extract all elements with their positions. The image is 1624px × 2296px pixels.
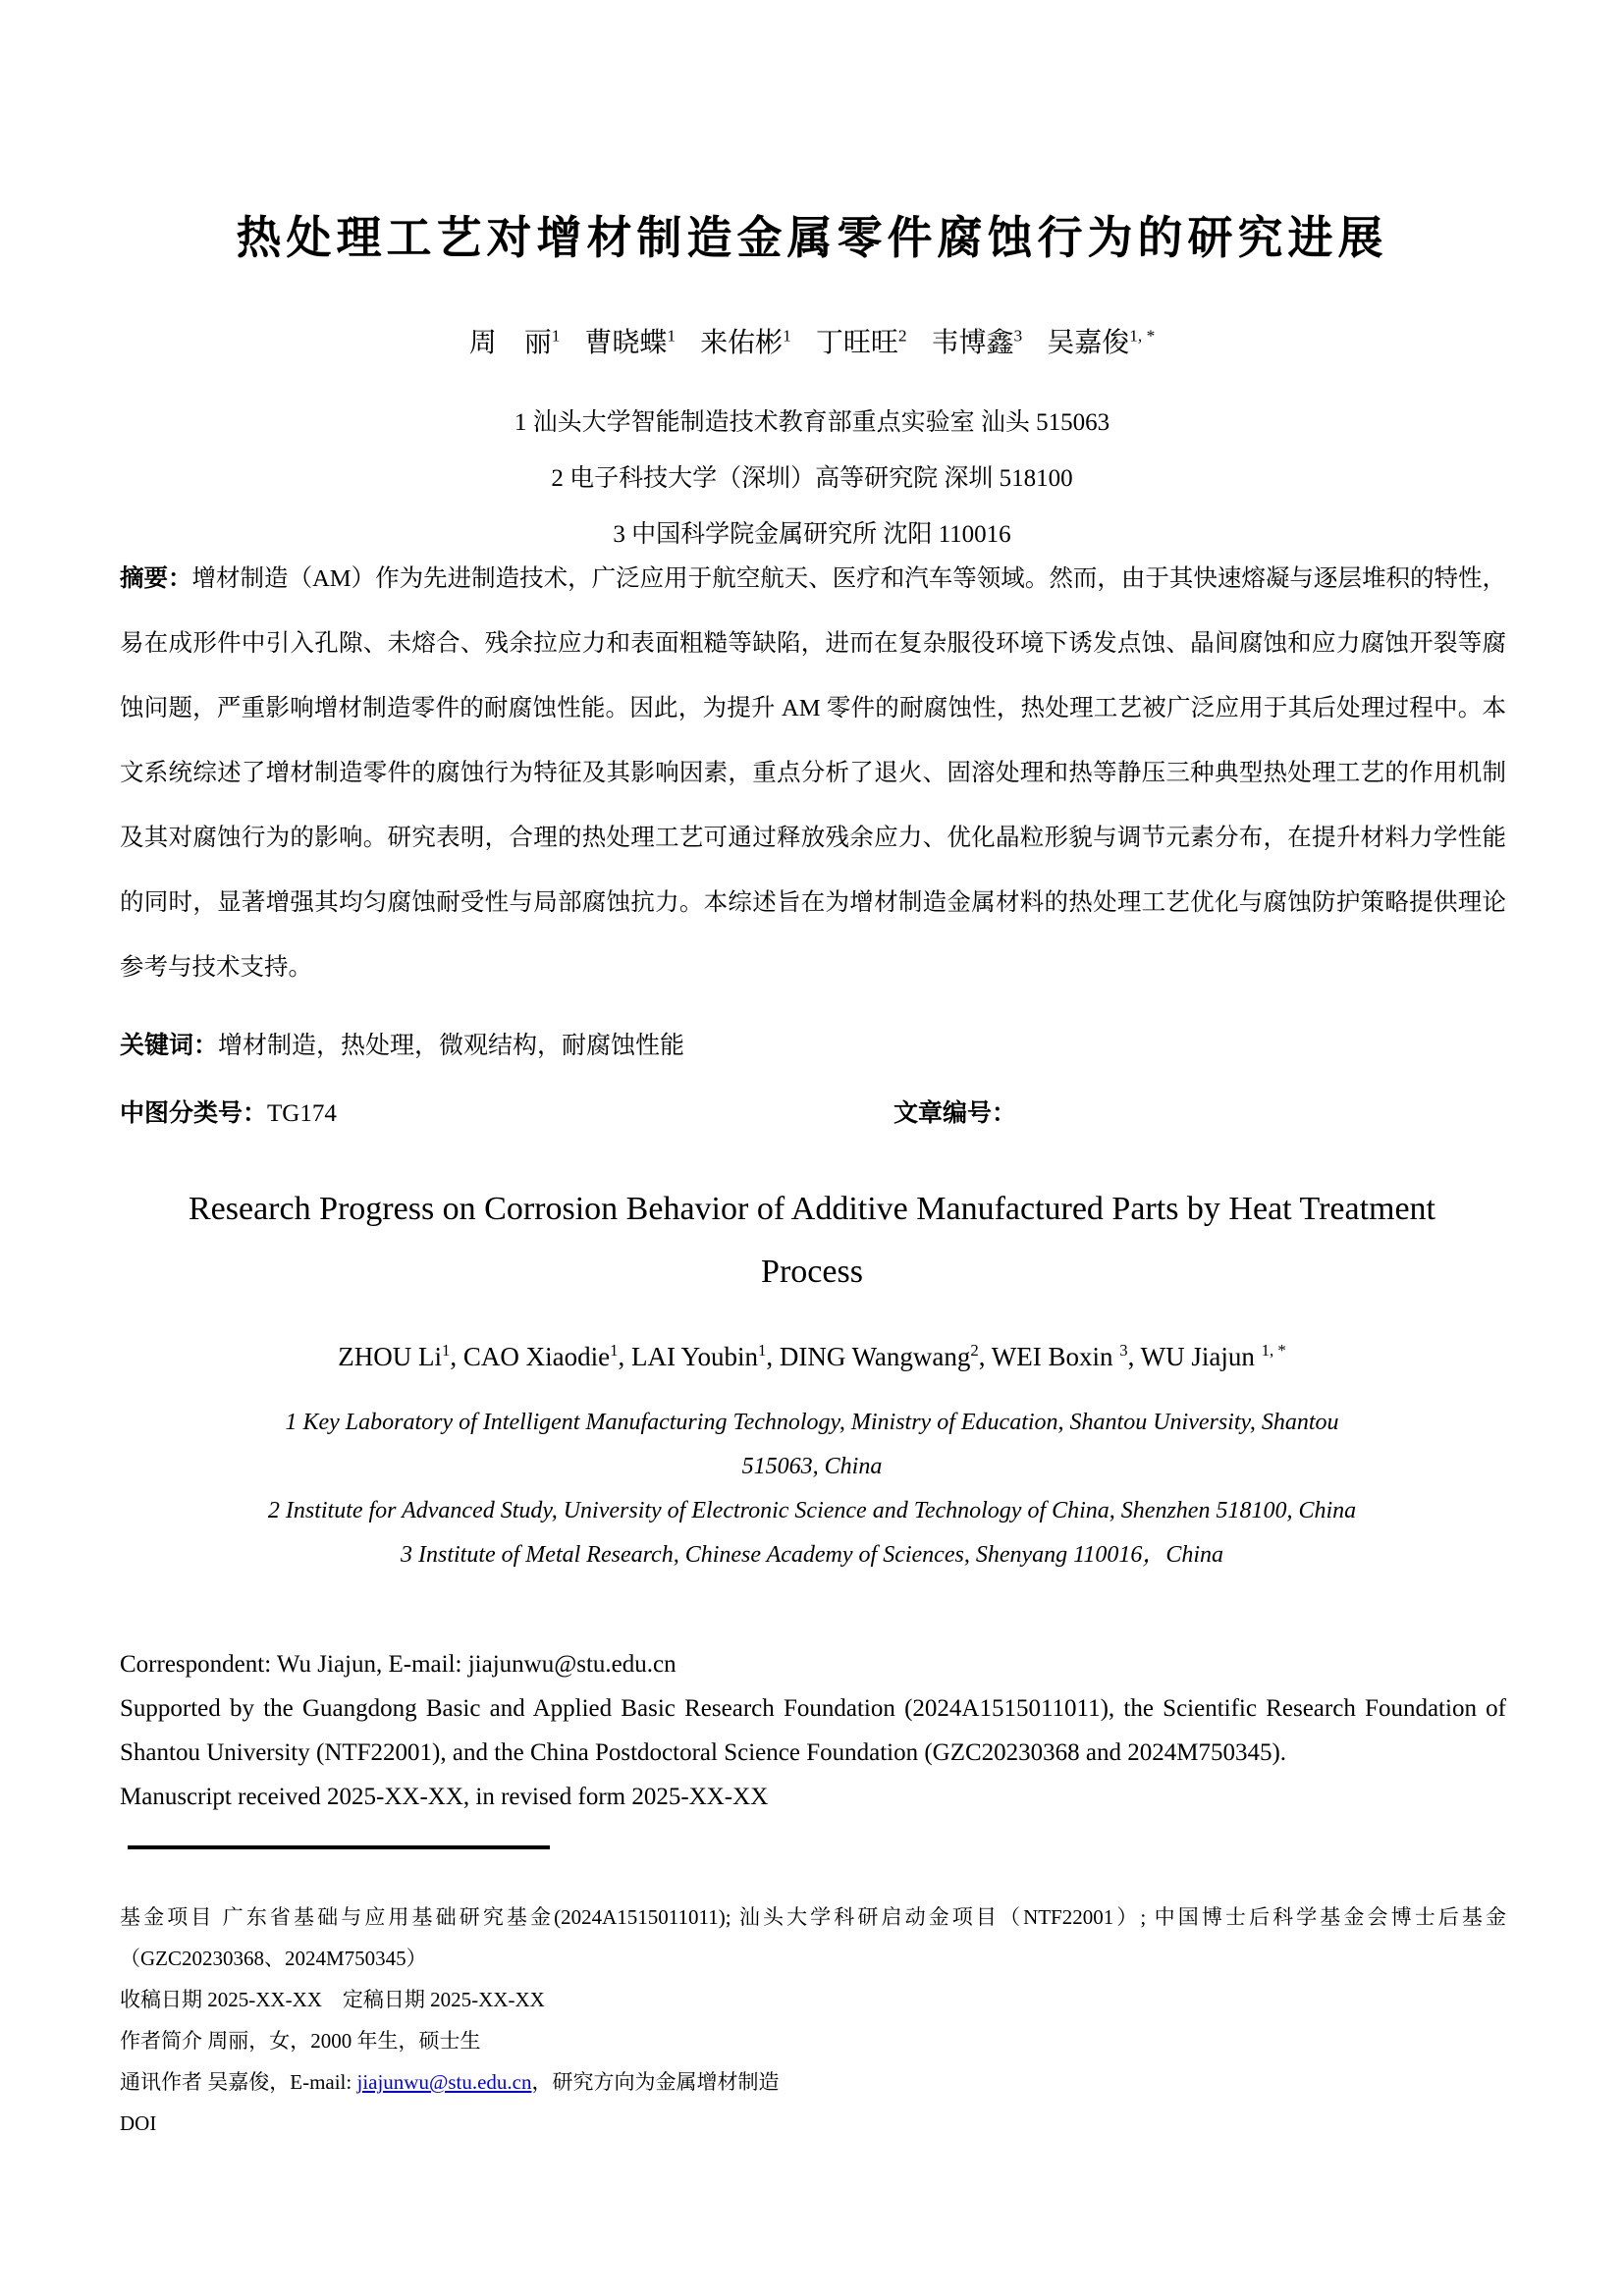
author-name: LAI Youbin [630, 1342, 758, 1371]
author-separator: , [618, 1342, 631, 1371]
funding-footnote-cn: 基金项目 广东省基础与应用基础研究基金(2024A1515011011); 汕头大学科研启动金项目（NTF22001）; 中国博士后科学基金会博士后基金（GZC20230368、2024M750345） [120, 1905, 1506, 1970]
clc-row [120, 1095, 1506, 1132]
author-cn [584, 328, 676, 358]
author-cn [932, 328, 1023, 358]
corresponding-author-footnote [120, 2061, 1506, 2103]
author-affiliation-sup: 3 [1119, 1341, 1128, 1360]
author-separator: , [450, 1342, 463, 1371]
author-affiliation-sup: 1, * [1261, 1341, 1286, 1360]
corresponding-author-prefix: 通讯作者 吴嘉俊，E-mail: [120, 2070, 357, 2094]
author-name: 来佑彬 [700, 328, 784, 358]
author-separator: , [1127, 1342, 1141, 1371]
paper-title-en: Research Progress on Corrosion Behavior of Additive Manufactured Parts by Heat Treatment Process [188, 1191, 1436, 1290]
affiliation-en-line: 1 Key Laboratory of Intelligent Manufacturing Technology, Ministry of Education, Shantou University, Shantou [285, 1410, 1339, 1435]
corresponding-author-email-link[interactable]: jiajunwu@stu.edu.cn [356, 2070, 532, 2094]
clc-label: 中图分类号： [120, 1099, 268, 1127]
article-number-label: 文章编号： [893, 1099, 1017, 1127]
funding-statement-en: Supported by the Guangdong Basic and Applied Basic Research Foundation (2024A1515011011), the Scientific Research Foundation of Shantou University (NTF22001), and the China Postdoctoral Science Foundation (GZC20230368 and 2024M750345). [120, 1695, 1506, 1766]
author-affiliation-sup: 1 [610, 1341, 619, 1360]
authors-line-en [0, 1337, 1624, 1376]
correspondence-block [120, 1642, 1506, 1819]
keywords-label: 关键词： [120, 1032, 219, 1059]
paper-title-cn: 热处理工艺对增材制造金属零件腐蚀行为的研究进展 [236, 212, 1388, 263]
author-name: 周 丽 [468, 328, 552, 358]
clc-value: TG174 [267, 1100, 337, 1127]
author-name: 曹晓蝶 [584, 328, 668, 358]
received-dates-footnote: 收稿日期 2025-XX-XX 定稿日期 2025-XX-XX [120, 1988, 545, 2011]
author-affiliation-sup: 2 [897, 326, 907, 346]
abstract-label: 摘要： [120, 565, 192, 592]
author-separator: , [766, 1342, 780, 1371]
abstract-text: 增材制造（AM）作为先进制造技术，广泛应用于航空航天、医疗和汽车等领域。然而，由于其快速熔凝与逐层堆积的特性，易在成形件中引入孔隙、未熔合、残余拉应力和表面粗糙等缺陷，进而在复杂服役环境下诱发点蚀、晶间腐蚀和应力腐蚀开裂等腐蚀问题，严重影响增材制造零件的耐腐蚀性能。因此，为提升 AM 零件的耐腐蚀性，热处理工艺被广泛应用于其后处理过程中。本文系统综述了增材制造零件的腐蚀行为特征及其影响因素，重点分析了退火、固溶处理和热等静压三种典型热处理工艺的作用机制及其对腐蚀行为的影响。研究表明，合理的热处理工艺可通过释放残余应力、优化晶粒形貌与调节元素分布，在提升材料力学性能的同时，显著增强其均匀腐蚀耐受性与局部腐蚀抗力。本综述旨在为增材制造金属材料的热处理工艺优化与腐蚀防护策略提供理论参考与技术支持。 [120, 565, 1506, 981]
author-name: DING Wangwang [779, 1342, 971, 1371]
author-en [992, 1342, 1141, 1371]
author-en [1141, 1342, 1286, 1371]
author-separator: , [978, 1342, 992, 1371]
author-en [463, 1342, 631, 1371]
author-affiliation-sup: 1 [783, 326, 791, 346]
author-name: WEI Boxin [991, 1342, 1120, 1371]
affiliation-en-line: 2 Institute for Advanced Study, University of Electronic Science and Technology of China, Shenzhen 518100, China [267, 1498, 1357, 1523]
affiliation-en-line: 3 Institute of Metal Research, Chinese Academy of Sciences, Shenyang 110016，China [400, 1542, 1224, 1568]
author-en [631, 1342, 780, 1371]
author-bio-footnote: 作者简介 周丽，女，2000 年生，硕士生 [120, 2029, 481, 2053]
abstract-paragraph [120, 547, 1506, 1000]
affiliation-cn-3: 3 中国科学院金属研究所 沈阳 110016 [613, 521, 1011, 548]
author-affiliation-sup: 3 [1013, 326, 1023, 346]
footnotes-block [120, 1896, 1506, 2144]
affiliations-cn [0, 395, 1624, 562]
manuscript-dates-line: Manuscript received 2025-XX-XX, in revised form 2025-XX-XX [120, 1784, 769, 1810]
affiliations-en [0, 1401, 1624, 1577]
author-affiliation-sup: 1 [667, 326, 677, 346]
author-affiliation-sup: 1 [441, 1341, 451, 1360]
keywords-text: 增材制造，热处理，微观结构，耐腐蚀性能 [218, 1033, 685, 1059]
author-affiliation-sup: 2 [970, 1341, 979, 1360]
affiliation-cn-2: 2 电子科技大学（深圳）高等研究院 深圳 518100 [551, 465, 1073, 492]
author-en [338, 1342, 463, 1371]
author-name: ZHOU Li [338, 1342, 442, 1371]
author-cn [1047, 328, 1155, 358]
author-affiliation-sup: 1, * [1129, 326, 1156, 346]
author-name: CAO Xiaodie [462, 1342, 611, 1371]
corresponding-author-suffix: ，研究方向为金属增材制造 [531, 2070, 780, 2094]
authors-line-cn [0, 324, 1624, 363]
author-affiliation-sup: 1 [757, 1341, 767, 1360]
correspondent-line: Correspondent: Wu Jiajun, E-mail: jiajunwu@stu.edu.cn [120, 1651, 677, 1678]
affiliation-cn-1: 1 汕头大学智能制造技术教育部重点实验室 汕头 515063 [514, 409, 1110, 436]
author-cn [816, 328, 907, 358]
affiliation-en-line: 515063, China [741, 1454, 883, 1479]
author-cn [469, 328, 561, 358]
author-en [780, 1342, 992, 1371]
author-name: 韦博鑫 [931, 328, 1014, 358]
keywords-line [120, 1029, 1506, 1063]
author-cn [700, 328, 791, 358]
author-name: 丁旺旺 [815, 328, 898, 358]
footnote-separator-rule [128, 1845, 550, 1849]
author-name: WU Jiajun [1140, 1342, 1262, 1371]
doi-line: DOI [120, 2111, 157, 2135]
author-affiliation-sup: 1 [551, 326, 561, 346]
author-name: 吴嘉俊 [1047, 328, 1130, 358]
